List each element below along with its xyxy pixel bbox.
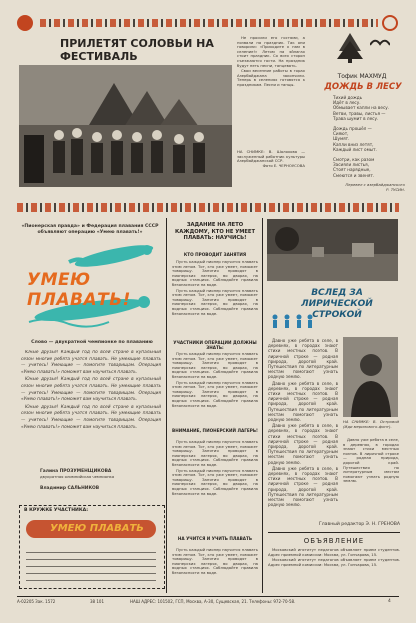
portrait-photo-image	[343, 337, 398, 417]
bird-illustration	[370, 36, 390, 50]
swim-body-text: Юные друзья! Каждый год по всей стране в купальный сезон многие ребята учатся плавать. Не умеющие плавать — учитесь! Умеющие — помогите товарищам. Операция «Умею плавать!» поможет вам научиться плавать.	[21, 350, 161, 375]
poem-line: Тихий дождь	[333, 95, 363, 100]
middle-body-text-c2: Пусть каждый пионер научится плавать этим летом. Тот, кто уже умеет, поможет товарищу. Занятия проводят в пионерских лагерях, во дворах, на водных станциях. Соблюдайте правила безопасности на воде.	[172, 467, 258, 496]
poem-line: Засияли листья,	[333, 162, 369, 168]
swim-intro: «Пионерская правда» и Федерация плавания СССР объявляют операцию «Умею плавать!»	[21, 224, 159, 235]
poem-line: Смеются и звенят.	[333, 172, 375, 178]
middle-sub1: КТО ПРОВОДИТ ЗАНЯТИЯ	[183, 252, 247, 257]
middle-body-a	[172, 260, 258, 335]
swim-body-text-repeat: Юные друзья! Каждый год по всей стране в купальный сезон многие ребята учатся плавать. Не умеющие плавать — учитесь! Умеющие — помогите товарищам. Операция «Умею плавать!» поможет вам научиться плавать.	[21, 377, 161, 403]
lyric-body-text: Давно уже ребята в селе, в деревнях, в городах знают стихи местных поэтов. В лиричной строке — родная природа, дорогой край. Путешествия по литературным местам помогают узнать родную землю.	[268, 338, 338, 380]
photo-credit: Фото Е. ЧЕРНОУСОВА	[262, 162, 305, 168]
middle-body-d	[172, 548, 258, 590]
festival-emblem-icon	[382, 15, 398, 31]
lyric-body-side-text: Давно уже ребята в селе, в деревнях, в городах знают стихи местных поэтов. В лиричной строке — родная природа, дорогой край. Путешествия по литературным местам помогают узнать родную землю.	[343, 438, 399, 484]
swim-signature-2: Владимир САЛЬНИКОВ	[40, 486, 100, 492]
coupon-lines	[26, 546, 156, 582]
poem-line: Каждый лист омыт.	[333, 146, 377, 152]
lyric-body-side	[343, 438, 399, 512]
swim-subheading: Слово — двукратной чемпионке по плаванию	[31, 340, 153, 345]
swim-signature: Галина ПРОЗУМЕНЩИКОВА	[40, 469, 112, 474]
festival-photo-image	[19, 65, 232, 187]
festival-photo	[19, 65, 232, 187]
footer-rule	[17, 596, 399, 597]
coupon-label: В КРУЖКЕ УЧАСТНИКА:	[24, 508, 89, 513]
middle-ornament-divider	[17, 203, 399, 212]
top-article-text-1: Не просили его гостями, а позвали на праздник. Так они говорили: «Приходите к нам в селение!» Летом на эйлагах стоит праздник. Со всех сторон съезжаются гости. На праздник будут петь песни, танцевать.	[237, 36, 305, 68]
poem-line: Стоят нарядные,	[333, 167, 371, 173]
footer-address: НАШ АДРЕС: 101502, ГСП, Москва, А-30, Сущевская, 21. Телефоны: 972-70-58.	[130, 599, 296, 604]
poem-line: Обмывает капли на весу.	[333, 105, 390, 111]
middle-body-text-d: Пусть каждый пионер научится плавать этим летом. Тот, кто уже умеет, поможет товарищу. Занятия проводят в пионерских лагерях, во дворах, на водных станциях. Соблюдайте правила безопасности на воде.	[172, 548, 258, 575]
swim-body	[21, 350, 161, 460]
middle-body-b	[172, 352, 258, 424]
lyric-body	[268, 338, 338, 510]
swim-banner	[19, 242, 161, 336]
swim-signature-block	[40, 470, 160, 492]
poem-line: Идёт в лесу.	[333, 100, 361, 106]
lyric-photo	[267, 219, 398, 281]
photo-caption-text: НА СНИМКЕ: В. Шолохова — заслуженный работник культуры Азербайджанской ССР.	[237, 149, 305, 164]
announcement-text: Московский институт педагогов объявляет прием студентов. Адрес приемной комиссии: Москва, ул. Гончарова, 15.	[268, 548, 400, 557]
top-article-column-1	[237, 36, 305, 146]
lyric-body-text-4: Давно уже ребята в селе, в деревнях, в городах знают стихи местных поэтов. В лиричной строке — родная природа, дорогой край. Путешествия по литературным местам помогают узнать родную землю.	[268, 465, 338, 508]
middle-sub4: НА УЧИТСЯ И УЧИТЬ ПЛАВАТЬ	[177, 536, 253, 541]
bird-icon	[370, 37, 390, 51]
middle-sub2: УЧАСТНИКИ ОПЕРАЦИИ ДОЛЖНЫ ЗНАТЬ:	[173, 340, 257, 350]
footer-page-number: 4	[388, 599, 391, 604]
middle-heading: ЗАДАНИЕ НА ЛЕТО КАЖДОМУ, КТО НЕ УМЕЕТ ПЛАВАТЬ: НАУЧИСЬ!	[174, 222, 256, 242]
announcement-body	[268, 548, 400, 592]
middle-sub3: ВНИМАНИЕ, ПИОНЕРСКИЙ ЛАГЕРЬ!	[172, 428, 258, 433]
announcement-title: ОБЪЯВЛЕНИЕ	[303, 537, 365, 545]
emblem-icon	[17, 15, 33, 31]
footer-issue: 38 101	[90, 599, 104, 604]
lyric-body-text-3: Давно уже ребята в селе, в деревнях, в городах знают стихи местных поэтов. В лиричной строке — родная природа, дорогой край. Путешествия по литературным местам помогают узнать родную землю.	[268, 423, 338, 465]
poem-line: Сияют,	[333, 131, 349, 137]
middle-body-c	[172, 440, 258, 532]
portrait-caption: НА СНИМКЕ: В. Островой (Иди мерилового-фонт).	[343, 419, 399, 429]
middle-body-text-b: Пусть каждый пионер научится плавать этим летом. Тот, кто уже умеет, поможет товарищу. Занятия проводят в пионерских лагерях, во дворах, на водных станциях. Соблюдайте правила безопасности на воде.	[172, 352, 258, 379]
tree-icon	[337, 33, 363, 63]
top-article-text-2: Свои весенние работы в горах Азербайджана закончили. Теперь в селениях готовятся к праздникам. Песни и танцы.	[237, 68, 305, 87]
footer-left: А-02205 Зак. 1572	[17, 599, 56, 604]
top-headline: ПРИЛЕТЯТ СОЛОВЬИ НА ФЕСТИВАЛЬ	[60, 37, 214, 63]
middle-body-text-c: Пусть каждый пионер научится плавать этим летом. Тот, кто уже умеет, поможет товарищу. Занятия проводят в пионерских лагерях, во дворах, на водных станциях. Соблюдайте правила безопасности на воде.	[172, 440, 258, 467]
walkers-illustration	[269, 314, 315, 334]
middle-body-text-a: Пусть каждый пионер научится плавать этим летом. Тот, кто уже умеет, поможет товарищу. Занятия проводят в пионерских лагерях, во дворах, на водных станциях. Соблюдайте правила безопасности на воде.	[172, 260, 258, 287]
poem-line: Трава шумит в лесу.	[333, 115, 379, 121]
poem-line: Капли вниз летят,	[333, 141, 374, 147]
middle-body-text-b2: Пусть каждый пионер научится плавать этим летом. Тот, кто уже умеет, поможет товарищу. Занятия проводят в пионерских лагерях, во дворах, на водных станциях. Соблюдайте правила безопасности на воде.	[172, 379, 258, 408]
participant-coupon[interactable]	[19, 505, 165, 589]
poem-body	[333, 95, 403, 178]
poem-credit: Перевел с азербайджанского Р. ТУСИН.	[345, 182, 405, 192]
top-ornament-divider	[40, 19, 378, 27]
middle-body-text-a2: Пусть каждый пионер научится плавать этим летом. Тот, кто уже умеет, поможет товарищу. Занятия проводят в пионерских лагерях, во дворах, на водных станциях. Соблюдайте правила безопасности на воде.	[172, 287, 258, 316]
poem-line: Ветви, травы, листья —	[333, 110, 386, 116]
portrait-photo	[343, 337, 398, 417]
poem-line: Шумят.	[333, 136, 350, 142]
lyric-body-text-2: Давно уже ребята в селе, в деревнях, в городах знают стихи местных поэтов. В лиричной строке — родная природа, дорогой край. Путешествия по литературным местам помогают узнать родную землю.	[268, 380, 338, 423]
lyric-headline: ВСЛЕД ЗА ЛИРИЧЕСКОЙ СТРОКОЙ	[301, 288, 373, 320]
poem-title: ДОЖДЬ В ЛЕСУ	[324, 82, 402, 92]
column-rule-left	[166, 218, 167, 593]
walkers-icon	[269, 314, 315, 334]
photo-caption-top	[237, 150, 305, 168]
poem-line: Дождь прошёл —	[333, 126, 372, 132]
announcement-text-2: Московский институт педагогов объявляет прием студентов. Адрес приемной комиссии: Москва, ул. Гончарова, 15.	[268, 557, 400, 567]
coupon-title: УМЕЮ ПЛАВАТЬ	[50, 523, 144, 534]
poem-line: Смотри, как разом	[333, 157, 375, 163]
announcement-rule	[268, 532, 400, 533]
editor-line: Главный редактор Э. Н. ГРЕНОВА	[318, 522, 400, 527]
column-rule-right	[262, 218, 263, 593]
swim-body-text-repeat2: Юные друзья! Каждый год по всей стране в купальный сезон многие ребята учатся плавать. Не умеющие плавать — учитесь! Умеющие — помогите товарищам. Операция «Умею плавать!» поможет вам научиться плавать.	[21, 404, 161, 430]
tree-illustration	[337, 33, 363, 63]
poet-name: Тофик МАХМУД	[337, 73, 387, 80]
lyric-photo-image	[267, 219, 398, 281]
swim-signature-role: двукратная олимпийская чемпионка	[40, 473, 115, 479]
swim-banner-title: УМЕЮ ПЛАВАТЬ!	[27, 270, 131, 310]
